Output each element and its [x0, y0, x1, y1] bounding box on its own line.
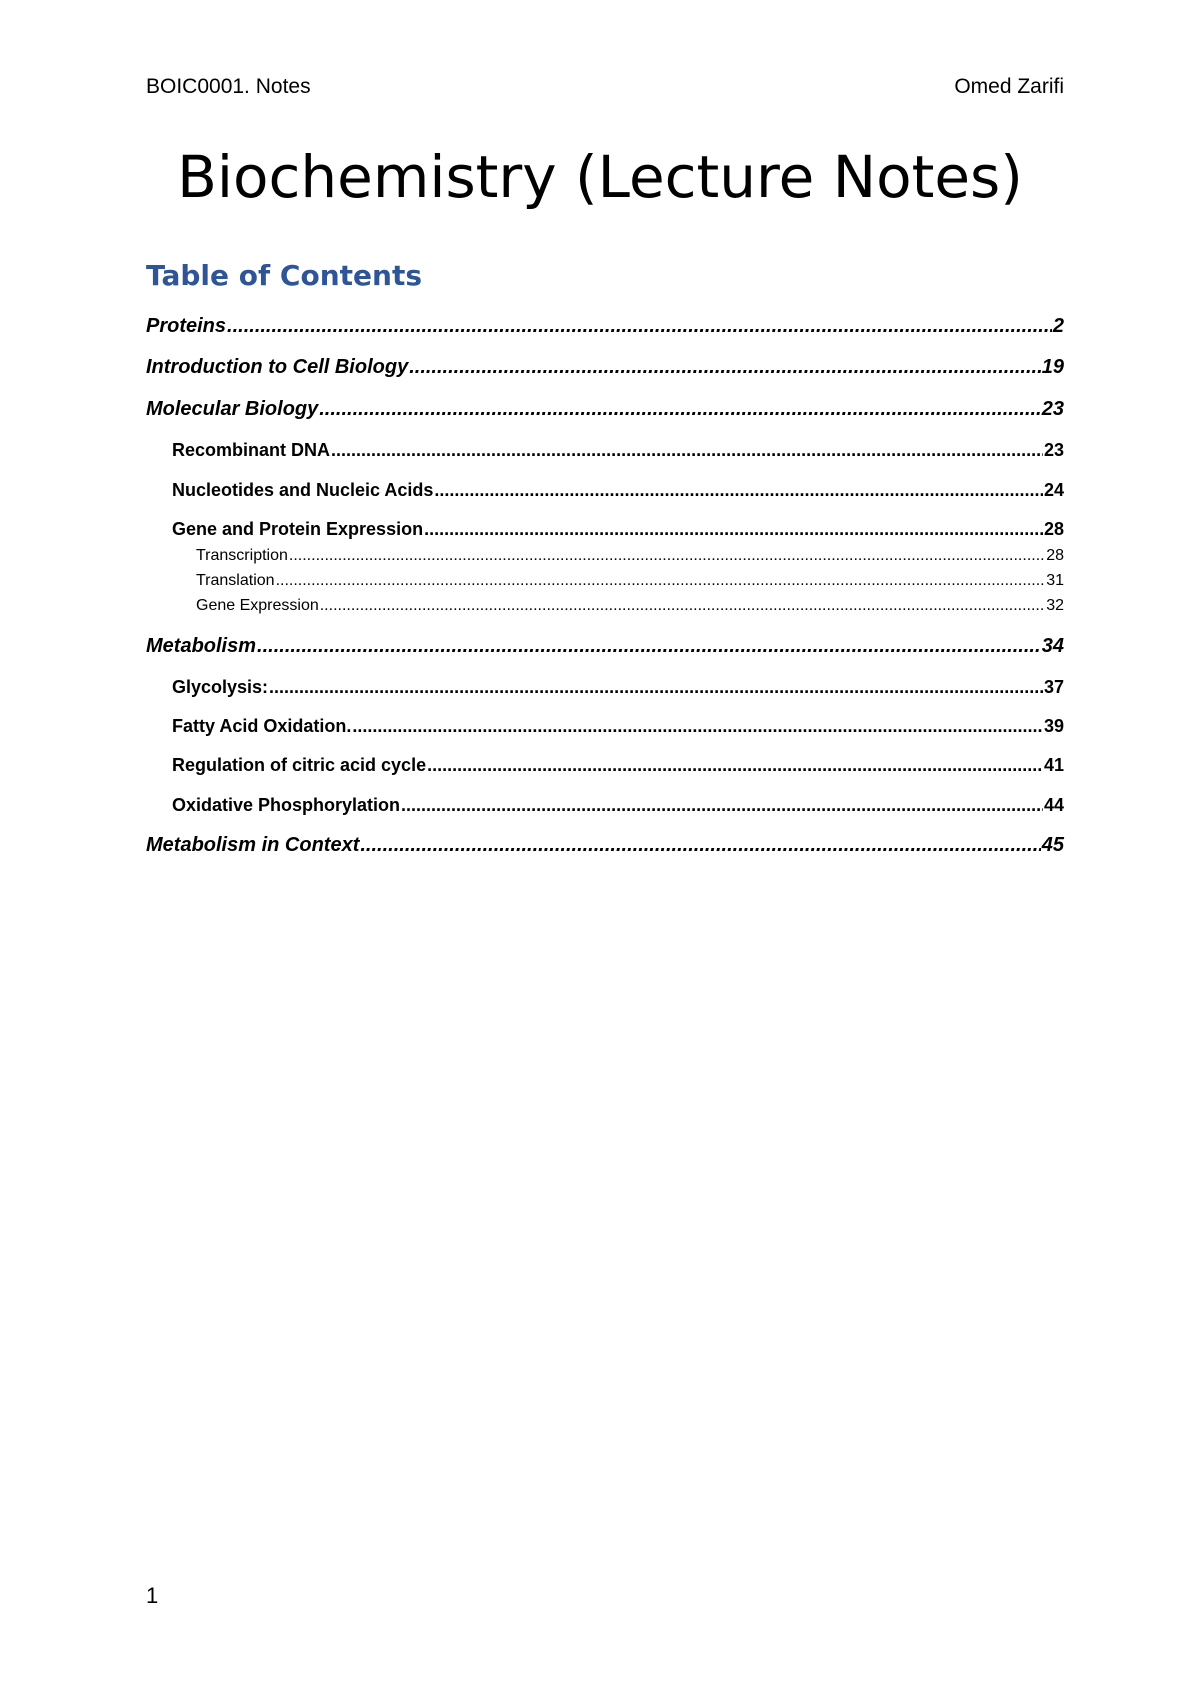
toc-entry-gene-expression[interactable] — [146, 596, 1064, 616]
toc-entry-translation[interactable] — [146, 571, 1064, 591]
toc-entry-page: 24 — [1043, 480, 1064, 500]
toc-entry-page: 23 — [1041, 398, 1064, 420]
toc-entry-page: 19 — [1041, 356, 1064, 378]
toc-entry-page: 45 — [1041, 834, 1064, 856]
toc-entry-label: Regulation of citric acid cycle — [172, 755, 427, 775]
toc-entry-label: Glycolysis: — [172, 677, 269, 697]
toc-dot-leader — [434, 478, 1043, 502]
toc-entry-page: 34 — [1041, 635, 1064, 657]
toc-entry-page: 39 — [1043, 716, 1064, 736]
toc-entry-label: Metabolism in Context — [146, 834, 360, 856]
toc-entry-fatty-acid-oxidation[interactable] — [146, 714, 1064, 738]
toc-entry-page: 28 — [1046, 547, 1064, 564]
toc-dot-leader — [289, 546, 1045, 566]
toc-dot-leader — [331, 438, 1043, 462]
toc-dot-leader — [227, 313, 1052, 339]
toc-dot-leader — [257, 633, 1041, 659]
toc-dot-leader — [352, 714, 1043, 738]
toc-dot-leader — [360, 832, 1040, 858]
toc-entry-label: Molecular Biology — [146, 398, 319, 420]
toc-entry-page: 2 — [1052, 315, 1064, 337]
toc-dot-leader — [409, 354, 1041, 380]
toc-entry-label: Fatty Acid Oxidation. — [172, 716, 352, 736]
toc-entry-nucleotides-and-nucleic-acids[interactable] — [146, 478, 1064, 502]
toc-dot-leader — [424, 517, 1043, 541]
toc-entry-metabolism[interactable] — [146, 633, 1064, 659]
toc-entry-label: Gene Expression — [196, 597, 319, 614]
toc-entry-label: Transcription — [196, 547, 288, 564]
toc-dot-leader — [319, 396, 1041, 422]
toc-entry-page: 41 — [1043, 755, 1064, 775]
toc-heading: Table of Contents — [146, 259, 423, 292]
toc-entry-label: Translation — [196, 572, 275, 589]
toc-entry-label: Metabolism — [146, 635, 257, 657]
toc-entry-molecular-biology[interactable] — [146, 396, 1064, 422]
toc-entry-glycolysis[interactable] — [146, 675, 1064, 699]
toc-dot-leader — [320, 596, 1045, 616]
toc-entry-label: Nucleotides and Nucleic Acids — [172, 480, 434, 500]
toc-entry-metabolism-in-context[interactable] — [146, 832, 1064, 858]
toc-entry-label: Gene and Protein Expression — [172, 519, 424, 539]
toc-entry-page: 37 — [1043, 677, 1064, 697]
toc-dot-leader — [269, 675, 1043, 699]
toc-entry-label: Proteins — [146, 315, 227, 337]
toc-entry-page: 28 — [1043, 519, 1064, 539]
toc-entry-gene-and-protein-expression[interactable] — [146, 517, 1064, 541]
toc-entry-page: 32 — [1046, 597, 1064, 614]
toc-entry-page: 31 — [1046, 572, 1064, 589]
toc-entry-regulation-of-citric-acid-cycle[interactable] — [146, 753, 1064, 777]
toc-entry-label: Introduction to Cell Biology — [146, 356, 409, 378]
document-title: Biochemistry (Lecture Notes) — [177, 143, 1023, 211]
toc-entry-transcription[interactable] — [146, 546, 1064, 566]
header-author: Omed Zarifi — [954, 75, 1064, 98]
footer-page-number: 1 — [146, 1583, 159, 1608]
toc-dot-leader — [401, 793, 1043, 817]
toc-entry-oxidative-phosphorylation[interactable] — [146, 793, 1064, 817]
toc-entry-page: 23 — [1043, 440, 1064, 460]
toc-entry-recombinant-dna[interactable] — [146, 438, 1064, 462]
toc-entry-label: Oxidative Phosphorylation — [172, 795, 401, 815]
toc-dot-leader — [276, 571, 1046, 591]
header-course-code: BOIC0001. Notes — [146, 75, 311, 98]
toc-entry-proteins[interactable] — [146, 313, 1064, 339]
toc-entry-introduction-to-cell-biology[interactable] — [146, 354, 1064, 380]
toc-entry-label: Recombinant DNA — [172, 440, 331, 460]
toc-dot-leader — [427, 753, 1043, 777]
toc-entry-page: 44 — [1043, 795, 1064, 815]
